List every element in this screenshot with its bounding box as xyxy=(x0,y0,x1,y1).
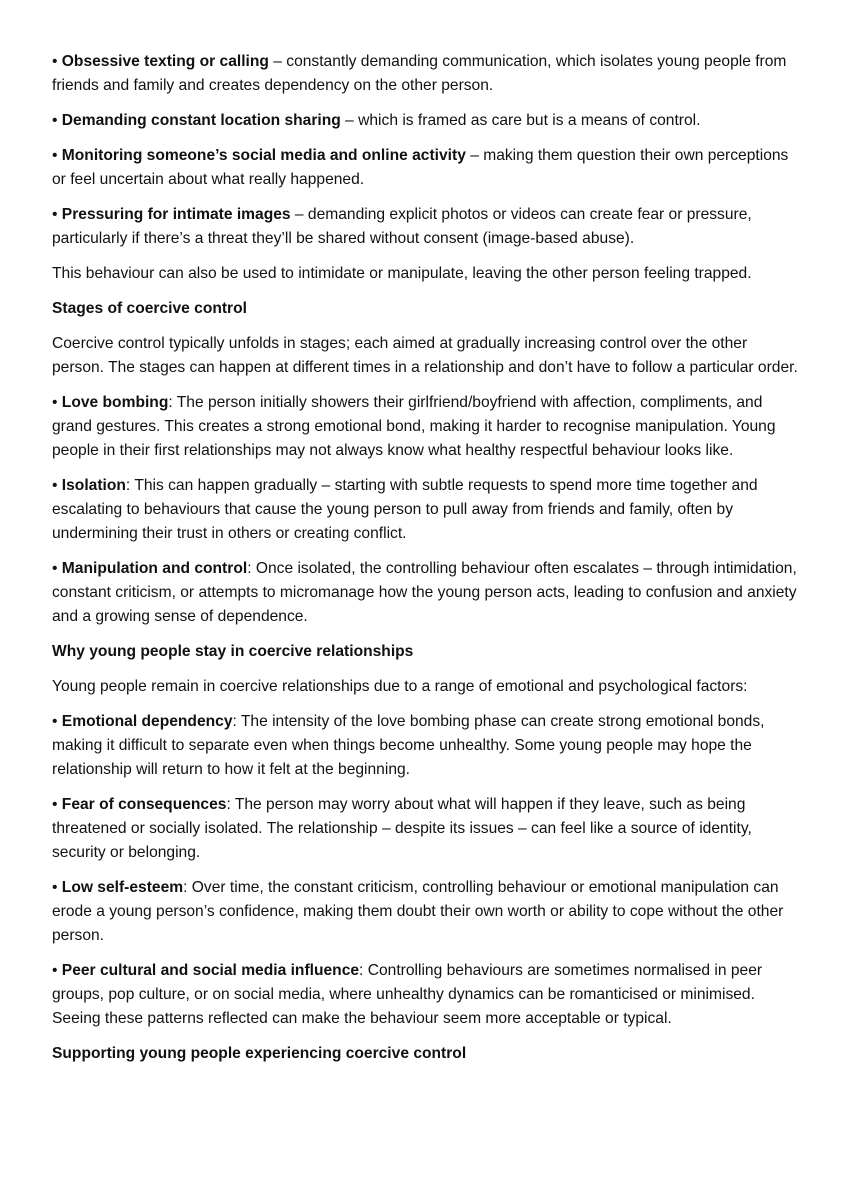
bullet-text: Over time, the constant criticism, controlling behaviour or emotional manipulation can erode a young person’s confidence, making them doubt their own worth or ability to cope without the other person. xyxy=(52,879,784,944)
bullet-separator: : xyxy=(232,713,241,730)
bullet-item: • Fear of consequences: The person may worry about what will happen if they leave, such as being threatened or socially isolated. The relationship – despite its issues – can feel like a source of identity, security or belonging. xyxy=(52,796,752,861)
bullet-item: • Pressuring for intimate images – demanding explicit photos or videos can create fear or pressure, particularly if there’s a threat they’ll be shared without consent (image-based abuse). xyxy=(52,206,752,247)
bullet-text: The person may worry about what will happen if they leave, such as being threatened or socially isolated. The relationship – despite its issues – can feel like a source of identity, security or belonging. xyxy=(52,796,752,861)
bullet-item: • Demanding constant location sharing – which is framed as care but is a means of control. xyxy=(52,112,701,129)
bullet-item: • Love bombing: The person initially showers their girlfriend/boyfriend with affection, compliments, and grand gestures. This creates a strong emotional bond, making it harder to recognise manipulation. Young people in their first relationships may not always know what healthy respectful behaviour looks like. xyxy=(52,394,776,459)
bullet-title: Emotional dependency xyxy=(61,713,233,730)
body-paragraph: Coercive control typically unfolds in stages; each aimed at gradually increasing control over the other person. The stages can happen at different times in a relationship and don’t have to follow a particular order. xyxy=(52,335,798,376)
bullet-item: • Low self-esteem: Over time, the constant criticism, controlling behaviour or emotional manipulation can erode a young person’s confidence, making them doubt their own worth or ability to cope without the other person. xyxy=(52,879,784,944)
bullet-text: making them question their own perceptions or feel uncertain about what really happened. xyxy=(52,147,789,188)
bullet-item: • Isolation: This can happen gradually – starting with subtle requests to spend more time together and escalating to behaviours that cause the young person to pull away from friends and family, often by undermining their trust in others or creating conflict. xyxy=(52,477,758,542)
bullet-text: constantly demanding communication, which isolates young people from friends and family and creates dependency on the other person. xyxy=(52,53,787,94)
bullet-item: • Manipulation and control: Once isolated, the controlling behaviour often escalates – through intimidation, constant criticism, or attempts to micromanage how the young person acts, leading to confusion and anxiety and a growing sense of dependence. xyxy=(52,560,797,625)
bullet-title: Peer cultural and social media influence xyxy=(61,962,360,979)
bullet-title: Love bombing xyxy=(61,394,169,411)
bullet-item: • Emotional dependency: The intensity of the love bombing phase can create strong emotional bonds, making it difficult to separate even when things become unhealthy. Some young people may hope the relationship will return to how it felt at the beginning. xyxy=(52,713,765,778)
bullet-text: The person initially showers their girlfriend/boyfriend with affection, compliments, and grand gestures. This creates a strong emotional bond, making it harder to recognise manipulation. Young people in their first relationships may not always know what healthy respectful behaviour looks like. xyxy=(52,394,776,459)
bullet-title: Monitoring someone’s social media and online activity xyxy=(61,147,466,164)
bullet-text: Controlling behaviours are sometimes normalised in peer groups, pop culture, or on social media, where unhealthy dynamics can be romanticised or minimised. Seeing these patterns reflected can make the behaviour seem more acceptable or typical. xyxy=(52,962,763,1027)
bullet-item: • Monitoring someone’s social media and online activity – making them question their own perceptions or feel uncertain about what really happened. xyxy=(52,147,789,188)
bullet-item: • Obsessive texting or calling – constantly demanding communication, which isolates young people from friends and family and creates dependency on the other person. xyxy=(52,53,787,94)
bullet-title: Demanding constant location sharing xyxy=(61,112,341,129)
bullet-title: Pressuring for intimate images xyxy=(61,206,291,223)
bullet-separator: – xyxy=(465,147,484,164)
bullet-separator: – xyxy=(268,53,287,70)
body-paragraph: This behaviour can also be used to intimidate or manipulate, leaving the other person feeling trapped. xyxy=(52,265,752,282)
section-heading: Why young people stay in coercive relationships xyxy=(52,643,414,660)
bullet-text: The intensity of the love bombing phase can create strong emotional bonds, making it difficult to separate even when things become unhealthy. Some young people may hope the relationship will return to how it felt at the beginning. xyxy=(52,713,765,778)
bullet-separator: : xyxy=(125,477,135,494)
bullet-separator: – xyxy=(290,206,308,223)
bullet-title: Isolation xyxy=(61,477,126,494)
bullet-separator: : xyxy=(359,962,368,979)
bullet-title: Manipulation and control xyxy=(61,560,248,577)
body-paragraph: Young people remain in coercive relationships due to a range of emotional and psychological factors: xyxy=(52,678,748,695)
bullet-text: Once isolated, the controlling behaviour often escalates – through intimidation, constant criticism, or attempts to micromanage how the young person acts, leading to confusion and anxiety and a growing sense of dependence. xyxy=(52,560,797,625)
bullet-item: • Peer cultural and social media influence: Controlling behaviours are sometimes normalised in peer groups, pop culture, or on social media, where unhealthy dynamics can be romanticised or minimised. Seeing these patterns reflected can make the behaviour seem more acceptable or typical. xyxy=(52,962,763,1027)
bullet-separator: : xyxy=(183,879,192,896)
document-page xyxy=(52,50,800,1077)
bullet-title: Fear of consequences xyxy=(61,796,227,813)
bullet-text: which is framed as care but is a means of control. xyxy=(358,112,701,129)
bullet-separator: : xyxy=(168,394,177,411)
bullet-separator: – xyxy=(340,112,359,129)
bullet-title: Obsessive texting or calling xyxy=(61,53,269,70)
bullet-title: Low self-esteem xyxy=(61,879,184,896)
bullet-text: This can happen gradually – starting with subtle requests to spend more time together and escalating to behaviours that cause the young person to pull away from friends and family, often by undermining their trust in others or creating conflict. xyxy=(52,477,758,542)
bullet-separator: : xyxy=(226,796,235,813)
section-heading: Supporting young people experiencing coercive control xyxy=(52,1045,467,1062)
bullet-text: demanding explicit photos or videos can create fear or pressure, particularly if there’s a threat they’ll be shared without consent (image-based abuse). xyxy=(52,206,752,247)
section-heading: Stages of coercive control xyxy=(52,300,247,317)
bullet-separator: : xyxy=(247,560,256,577)
